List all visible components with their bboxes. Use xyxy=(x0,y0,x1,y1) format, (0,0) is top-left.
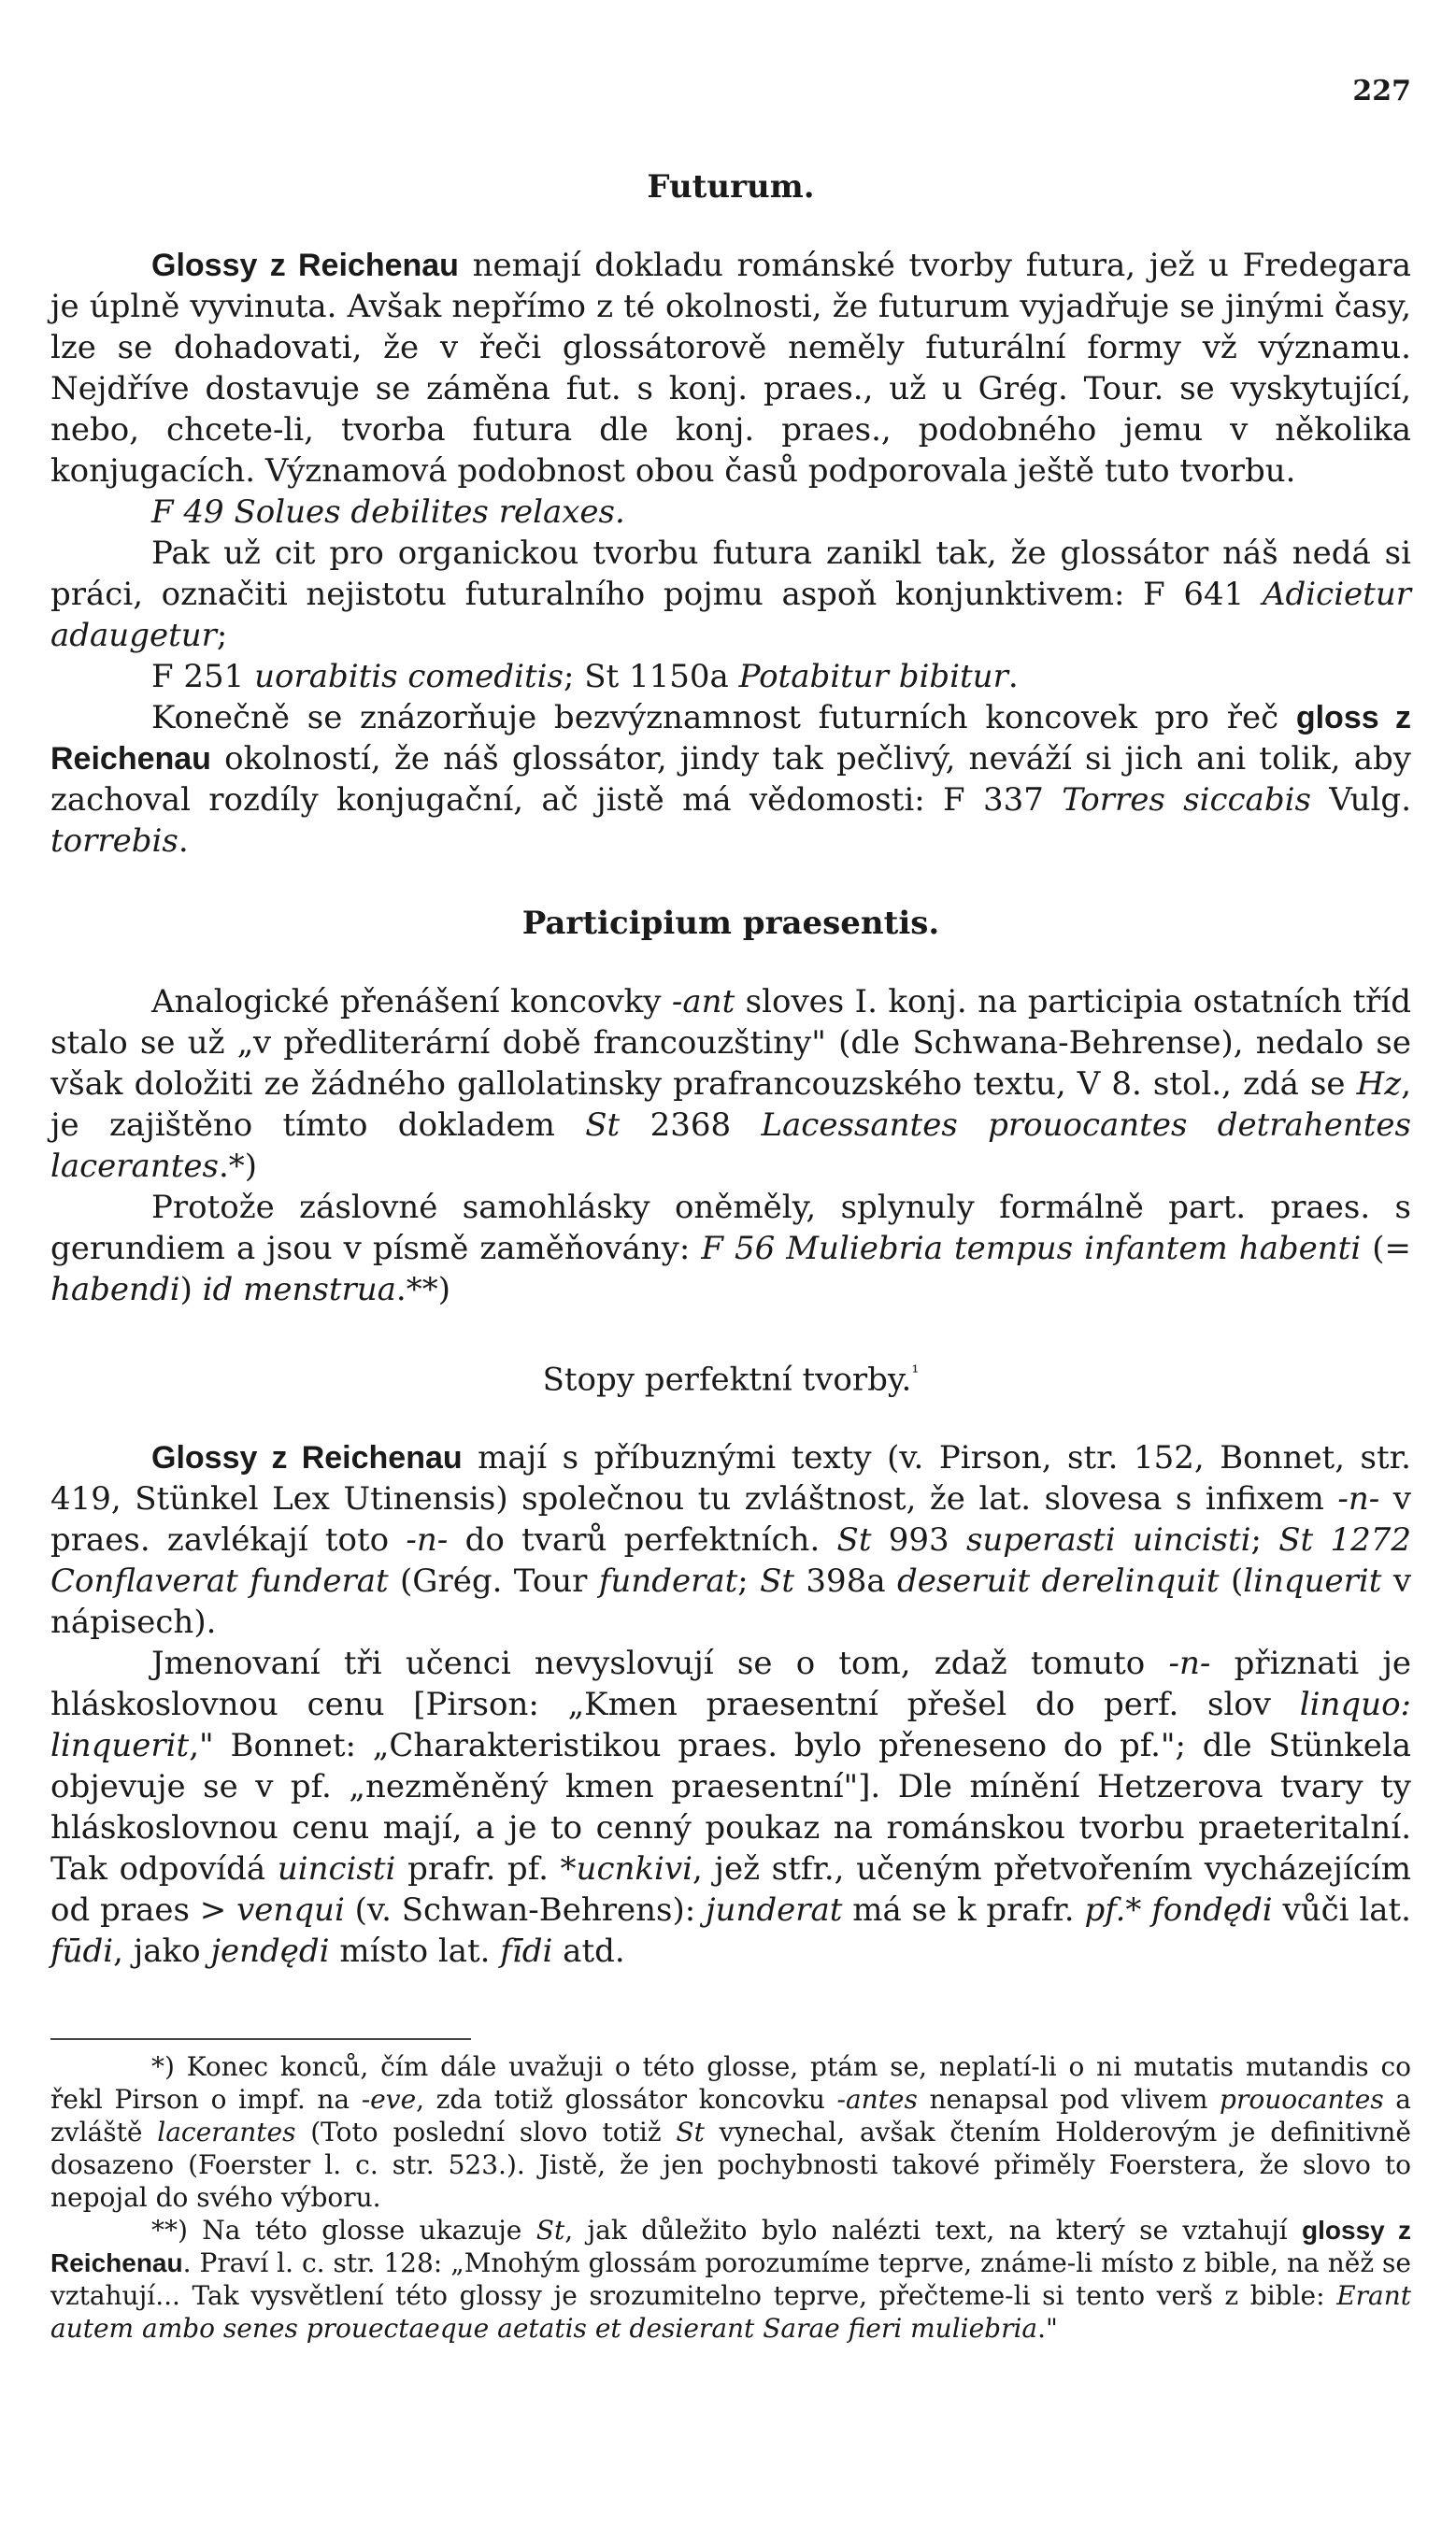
footnote-marker: ¹ xyxy=(911,1361,920,1383)
source-name: glossy z Reichenau xyxy=(50,2216,1412,2277)
section-heading-futurum: Futurum. xyxy=(647,168,815,206)
footnote-2: **) Na této glosse ukazuje St, jak důležito bylo nalézti text, na který se vztahují glossy z Reichenau. Praví l. c. str. 128: „Mnohým glossám porozumíme teprve, známe-li místo z bible, na něž se vztahují... Tak vysvětlení této glossy je srozumitelno teprve, přečteme-li si tento verš z bible: Erant autem ambo senes prouectaeque aetatis et desierant Sarae fieri muliebria." xyxy=(50,2215,1412,2344)
source-name: gloss z Reichenau xyxy=(50,700,1411,777)
footnote-1: *) Konec konců, čím dále uvažuji o této glosse, ptám se, neplatí-li o ni mutatis mutandis co řekl Pirson o impf. na -eve, zda totiž glossátor koncovku -antes nenapsal pod vlivem prouocantes a zvláště lacerantes (Toto poslední slovo totiž St vynechal, avšak čtením Holderovým je definitivně dosazeno (Foerster l. c. str. 523.). Jistě, že jen pochybnosti takové přiměly Foerstera, že slovo to nepojal do svého výboru. xyxy=(50,2051,1412,2213)
source-name: Glossy z Reichenau xyxy=(151,1440,463,1476)
section-heading-perfektum: Stopy perfektní tvorby.$^{^1}$ xyxy=(542,1361,920,1399)
footnote-rule xyxy=(50,2038,471,2040)
footnotes xyxy=(50,2050,1411,2345)
page-number: 227 xyxy=(1352,75,1411,107)
paragraph: Glossy z Reichenau nemají dokladu románské tvorby futura, jež u Fredegara je úplně vyvinuta. Avšak nepřímo z té okolnosti, že futurum vyjadřuje se jinými časy, lze se dohadovati, že v řeči glossátorově neměly futurální formy vž významu. Nejdříve dostavuje se záměna fut. s konj. praes., už u Grég. Tour. se vyskytující, nebo, chcete-li, tvorba futura dle konj. praes., podobného jemu v několika konjugacích. Významová podobnost obou časů podporovala ještě tuto tvorbu. xyxy=(50,247,1411,490)
main-text xyxy=(50,166,1411,1972)
example-line: F 251 uorabitis comeditis; St 1150a Potabitur bibitur. xyxy=(151,658,1019,695)
example-line: F 49 Solues debilites relaxes. xyxy=(151,493,625,531)
source-name: Glossy z Reichenau xyxy=(151,248,459,283)
paragraph: Protože záslovné samohlásky oněměly, splynuly formálně part. praes. s gerundiem a jsou v písmě zaměňovány: F 56 Muliebria tempus infantem habenti (= habendi) id menstrua.**) xyxy=(50,1189,1412,1308)
paragraph: Glossy z Reichenau mají s příbuznými texty (v. Pirson, str. 152, Bonnet, str. 419, Stünkel Lex Utinensis) společnou tu zvláštnost, že lat. slovesa s infixem -n- v praes. zavlékají toto -n- do tvarů perfektních. St 993 superasti uincisti; St 1272 Conflaverat funderat (Grég. Tour funderat; St 398a deseruit derelinquit (linquerit v nápisech). xyxy=(50,1439,1412,1642)
paragraph: Pak už cit pro organickou tvorbu futura zanikl tak, že glossátor náš nedá si práci, označiti nejistotu futuralního pojmu aspoň konjunktivem: F 641 Adicietur adaugetur; xyxy=(50,535,1411,654)
section-heading-participium: Participium praesentis. xyxy=(521,905,940,942)
paragraph: Konečně se znázorňuje bezvýznamnost futurních koncovek pro řeč gloss z Reichenau okolností, že náš glossátor, jindy tak pečlivý, neváží si jich ani tolik, aby zachoval rozdíly konjugační, ač jistě má vědomosti: F 337 Torres siccabis Vulg. torrebis. xyxy=(50,699,1411,860)
paragraph: Analogické přenášení koncovky -ant sloves I. konj. na participia ostatních tříd stalo se už „v předliterární době francouzštiny" (dle Schwana-Behrense), nedalo se však doložiti ze žádného gallolatinsky prafrancouzského textu, V 8. stol., zdá se Hz, je zajištěno tímto dokladem St 2368 Lacessantes prouocantes detrahentes lacerantes.*) xyxy=(50,983,1411,1185)
paragraph: Jmenovaní tři učenci nevyslovují se o tom, zdaž tomuto -n- přiznati je hláskoslovnou cenu [Pirson: „Kmen praesentní přešel do perf. slov linquo: linquerit," Bonnet: „Charakteristikou praes. bylo přeneseno do pf."; dle Stünkela objevuje se v pf. „nezměněný kmen praesentní"]. Dle mínění Hetzerova tvary ty hláskoslovnou cenu mají, a je to cenný poukaz na románskou tvorbu praeteritalní. Tak odpovídá uincisti prafr. pf. *ucnkivi, jež stfr., učeným přetvořením vycházejícím od praes > venqui (v. Schwan-Behrens): junderat má se k prafr. pf.* fondędi vůči lat. fūdi, jako jendędi místo lat. fīdi atd. xyxy=(50,1645,1411,1971)
